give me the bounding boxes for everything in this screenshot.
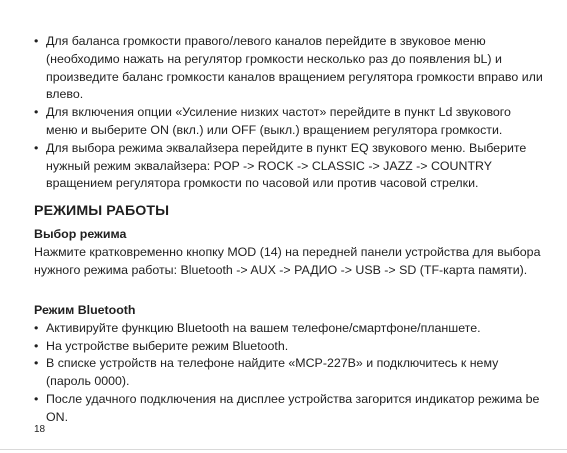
list-item-text: На устройстве выберите режим Bluetooth. [46,338,289,353]
bullet-marker: • [34,391,39,406]
mode-select-block [34,226,544,279]
list-item-text: Для включения опции «Усиление низких частот» перейдите в пункт Ld звукового меню и выберите ON (вкл.) или OFF (выкл.) вращением регулятора громкости. [46,105,511,137]
bluetooth-mode-title: Режим Bluetooth [34,303,136,317]
list-item [34,391,544,427]
bullet-marker: • [34,320,39,335]
bullet-marker: • [34,140,39,155]
list-item-text: В списке устройств на телефоне найдите «MCP-227B» и подключитесь к нему (пароль 0000). [46,356,499,389]
list-item-text: После удачного подключения на дисплее устройства загорится индикатор режима be ON. [46,391,540,424]
equalizer-instructions [34,33,544,193]
list-item [34,320,544,338]
bullet-marker: • [34,356,39,371]
list-item [34,33,544,104]
list-item [34,104,544,140]
bullet-marker: • [34,105,39,120]
list-item-text: Активируйте функцию Bluetooth на вашем телефоне/смартфоне/планшете. [46,320,481,335]
mode-select-text: Нажмите кратковременно кнопку MOD (14) на передней панели устройства для выбора нужного режима работы: Bluetooth -> AUX -> РАДИО -> USB -> SD (TF-карта памяти). [34,244,541,277]
list-item [34,355,544,391]
bluetooth-mode-block [34,302,544,427]
list-item [34,338,544,356]
mode-select-title: Выбор режима [34,227,127,241]
list-item-text: Для выбора режима эквалайзера перейдите в пункт EQ звукового меню. Выберите нужный режим эквалайзера: POP -> ROCK -> CLASSIC -> JAZZ -> COUNTRY вращением регулятора громкости по часовой или против часовой стрелки. [46,140,527,191]
bottom-divider [0,449,567,450]
bullet-marker: • [34,34,39,48]
list-item [34,140,544,193]
page-number: 18 [34,424,46,435]
bullet-marker: • [34,338,39,353]
list-item-text: Для баланса громкости правого/левого каналов перейдите в звуковое меню (необходимо нажать на регулятор громкости несколько раз до появления bL) и произведите баланс громкости каналов вращением регулятора громкости вправо или влево. [46,34,543,102]
section-title: РЕЖИМЫ РАБОТЫ [34,203,170,219]
